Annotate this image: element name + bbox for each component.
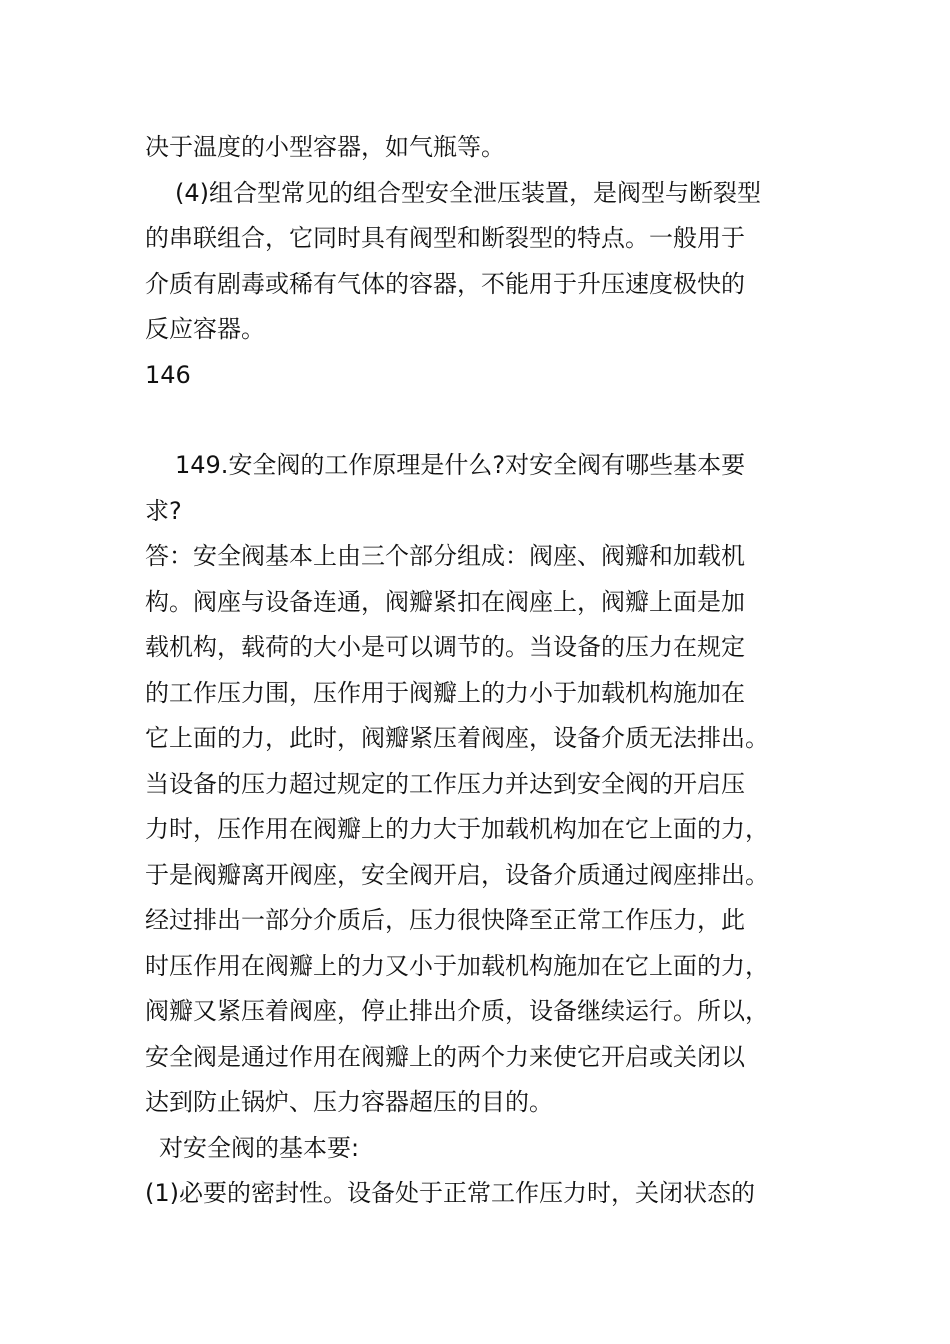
question-heading: 149.安全阀的工作原理是什么?对安全阀有哪些基本要: [175, 451, 746, 479]
question-heading: 求?: [145, 496, 182, 525]
requirement-item: (1)必要的密封性。设备处于正常工作压力时，关闭状态的: [145, 1179, 755, 1207]
answer-line: 经过排出一部分介质后，压力很快降至正常工作压力，此: [145, 906, 745, 934]
answer-line: 答：安全阀基本上由三个部分组成：阀座、阀瓣和加载机: [145, 542, 745, 570]
requirements-heading: 对安全阀的基本要:: [159, 1133, 360, 1162]
answer-line: 构。阀座与设备连通，阀瓣紧扣在阀座上，阀瓣上面是加: [145, 587, 745, 616]
text-line: 的串联组合，它同时具有阀型和断裂型的特点。一般用于: [145, 224, 745, 252]
answer-line: 的工作压力围，压作用于阀瓣上的力小于加载机构施加在: [145, 678, 745, 707]
answer-line: 于是阀瓣离开阀座，安全阀开启，设备介质通过阀座排出。: [145, 860, 769, 889]
answer-line: 达到防止锅炉、压力容器超压的目的。: [145, 1088, 553, 1116]
answer-line: 载机构，载荷的大小是可以调节的。当设备的压力在规定: [145, 633, 745, 661]
answer-line: 当设备的压力超过规定的工作压力并达到安全阀的开启压: [145, 769, 745, 798]
answer-line: 安全阀是通过作用在阀瓣上的两个力来使它开启或关闭以: [145, 1042, 745, 1071]
page-number: 146: [145, 360, 191, 389]
answer-line: 阀瓣又紧压着阀座，停止排出介质，设备继续运行。所以，: [145, 997, 769, 1025]
text-line: 反应容器。: [145, 315, 265, 343]
document-page: [145, 125, 815, 1217]
answer-line: 它上面的力，此时，阀瓣紧压着阀座，设备介质无法排出。: [145, 724, 769, 752]
text-line: 决于温度的小型容器，如气瓶等。: [145, 133, 505, 161]
answer-line: 时压作用在阀瓣上的力又小于加载机构施加在它上面的力，: [145, 951, 769, 980]
answer-line: 力时，压作用在阀瓣上的力大于加载机构加在它上面的力，: [145, 815, 769, 843]
text-line: (4)组合型常见的组合型安全泄压装置，是阀型与断裂型: [175, 178, 761, 207]
text-line: 介质有剧毒或稀有气体的容器，不能用于升压速度极快的: [145, 269, 745, 298]
